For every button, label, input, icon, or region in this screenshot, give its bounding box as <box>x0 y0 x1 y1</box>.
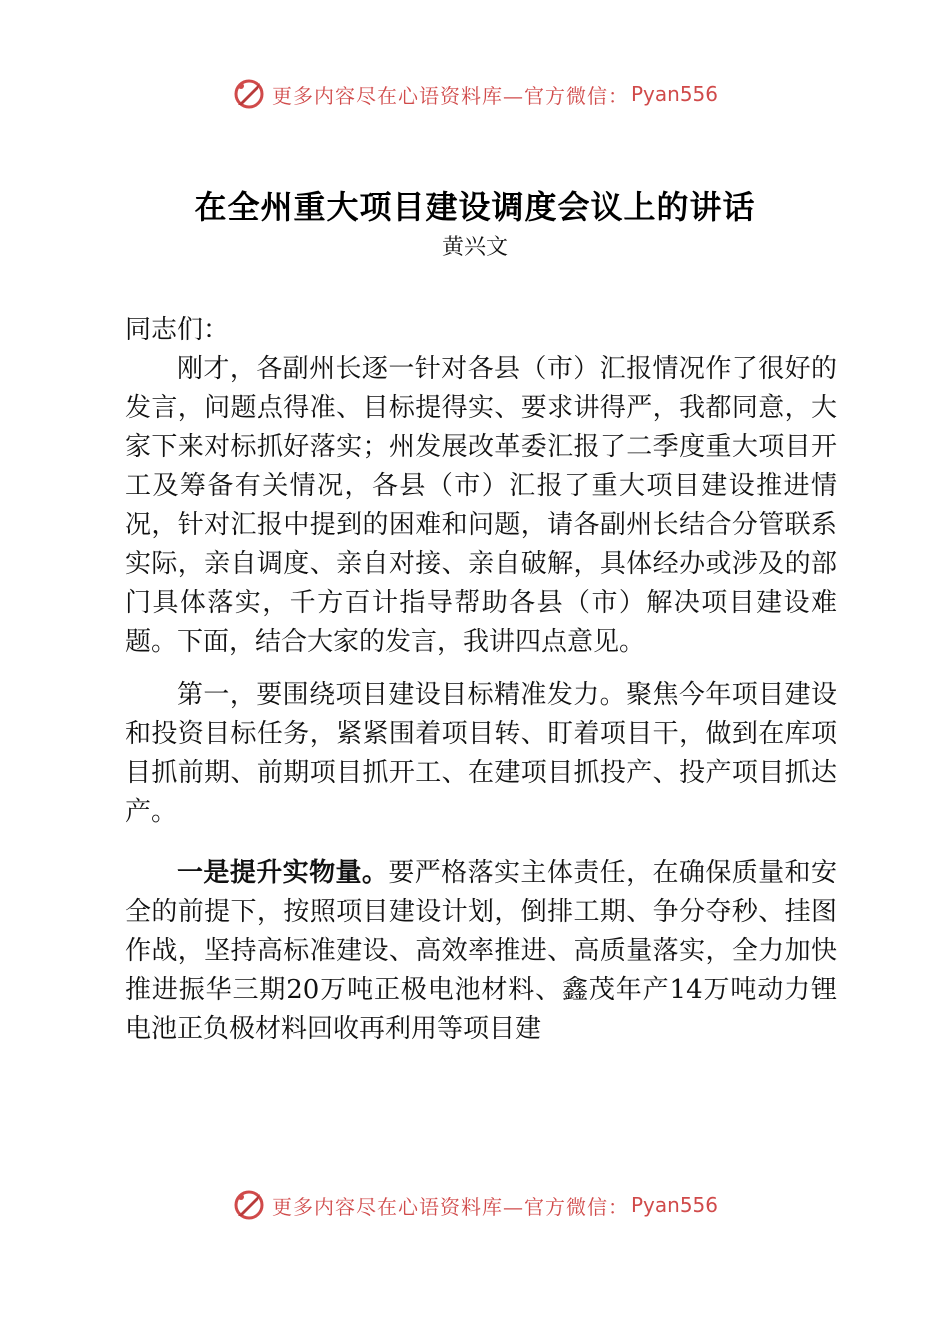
document-author: 黄兴文 <box>441 235 508 260</box>
footer-watermark <box>0 1185 950 1225</box>
paragraph-opening: 刚才，各副州长逐一针对各县（市）汇报情况作了很好的发言，问题点得准、目标提得实、要求讲得严，我都同意，大家下来对标抓好落实；州发展改革委汇报了二季度重大项目开工及筹备有关情况，各县（市）汇报了重大项目建设推进情况，针对汇报中提到的困难和问题，请各副州长结合分管联系实际，亲自调度、亲自对接、亲自破解，具体经办或涉及的部门具体落实，千方百计指导帮助各县（市）解决项目建设难题。下面，结合大家的发言，我讲四点意见。 <box>125 354 837 657</box>
document-title: 在全州重大项目建设调度会议上的讲话 <box>194 188 756 226</box>
paragraph-sub-point-one <box>125 854 837 1049</box>
paragraph-point-first: 第一，要围绕项目建设目标精准发力。聚焦今年项目建设和投资目标任务，紧紧围着项目转、盯着项目干，做到在库项目抓前期、前期项目抓开工、在建项目抓投产、投产项目抓达产。 <box>125 680 837 827</box>
sub-point-lead: 一是提升实物量。 <box>177 858 389 888</box>
pen-logo-icon <box>232 1188 266 1222</box>
watermark-text: 更多内容尽在心语资料库—官方微信： <box>271 83 629 108</box>
document-body <box>125 311 837 1063</box>
pen-logo-icon <box>232 77 266 111</box>
greeting: 同志们： <box>125 315 230 345</box>
watermark-text: 更多内容尽在心语资料库—官方微信： <box>271 1194 629 1219</box>
sub-point-body: 要严格落实主体责任，在确保质量和安全的前提下，按照项目建设计划，倒排工期、争分夺秒、挂图作战，坚持高标准建设、高效率推进、高质量落实，全力加快推进振华三期20万吨正极电池材料、鑫茂年产14万吨动力锂电池正负极材料回收再利用等项目建 <box>125 858 837 1044</box>
watermark-wechat-id: Pyan556 <box>630 82 718 106</box>
watermark-wechat-id: Pyan556 <box>630 1193 718 1217</box>
header-watermark <box>0 74 950 114</box>
